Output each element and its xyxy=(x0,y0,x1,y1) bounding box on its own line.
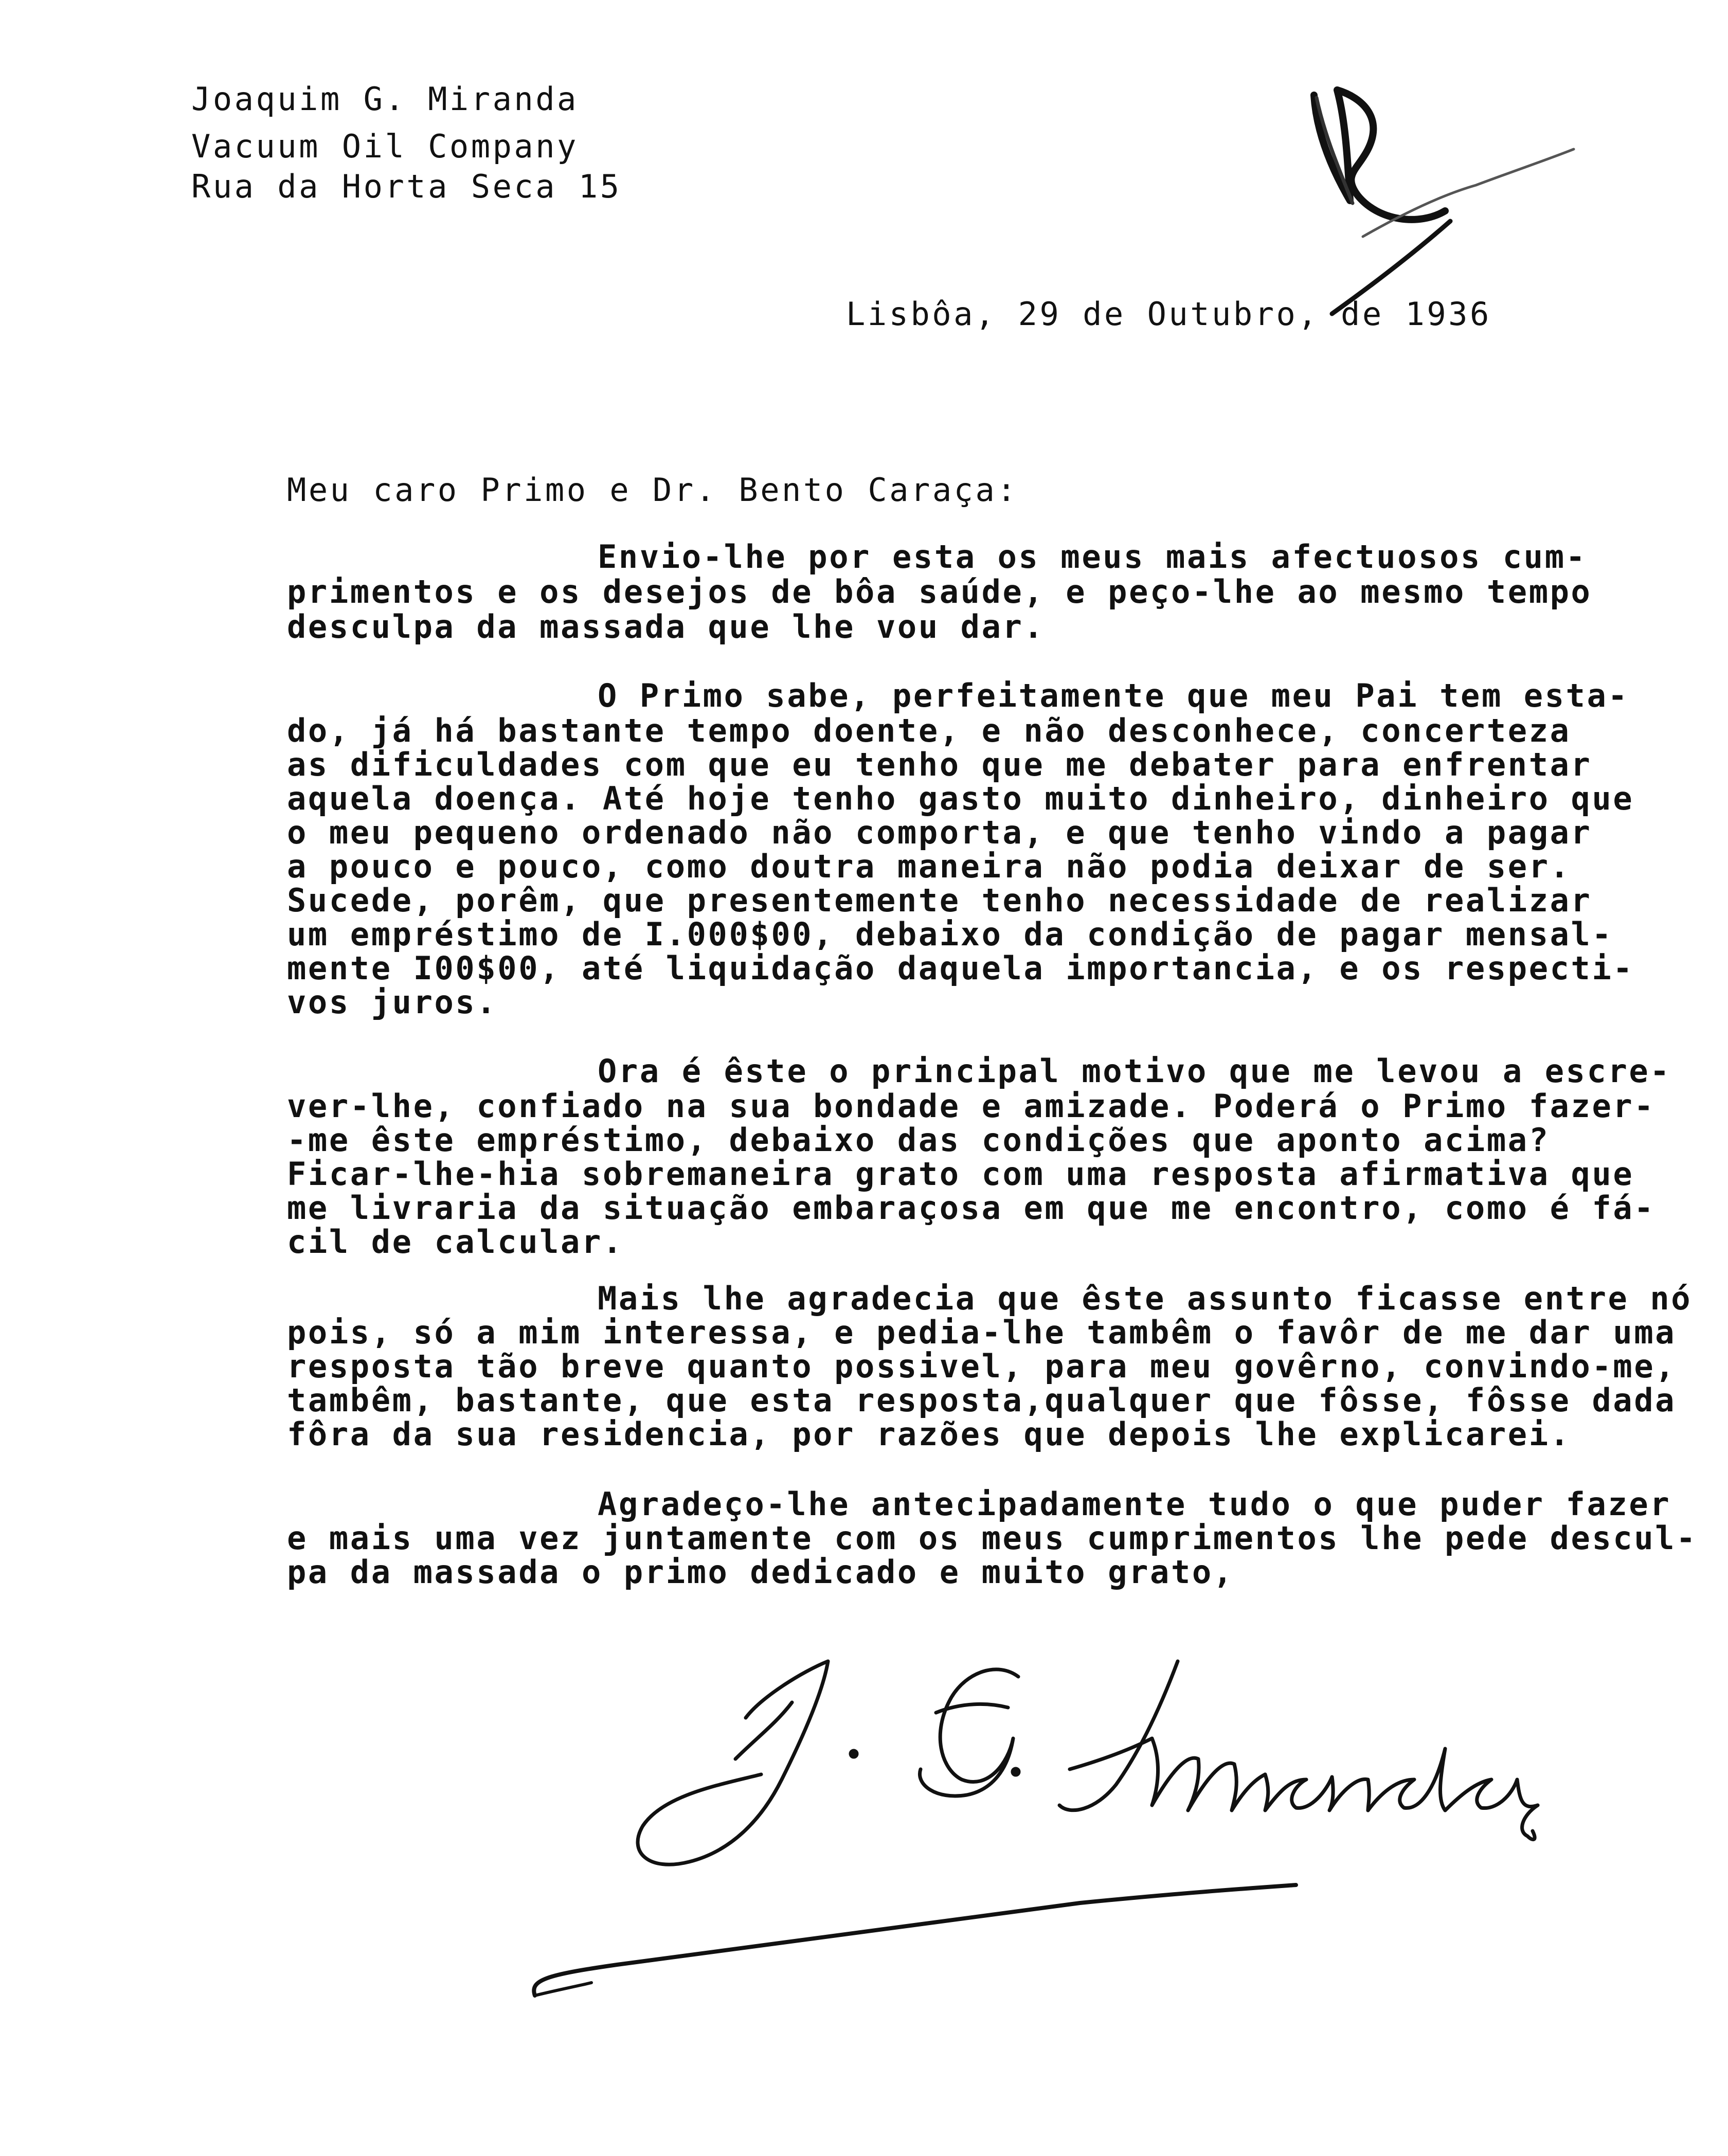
paragraph-line: aquela doença. Até hoje tenho gasto muito dinheiro, dinheiro que xyxy=(287,780,1634,817)
paragraph-line: Envio-lhe por esta os meus mais afectuosos cum- xyxy=(598,538,1587,576)
paragraph-line: Agradeço-lhe antecipadamente tudo o que puder fazer xyxy=(598,1485,1671,1523)
paragraph-line: pois, só a mim interessa, e pedia-lhe tambêm o favôr de me dar uma xyxy=(287,1314,1677,1351)
paragraph-line: primentos e os desejos de bôa saúde, e peço-lhe ao mesmo tempo xyxy=(287,573,1592,610)
paragraph-line: ver-lhe, confiado na sua bondade e amizade. Poderá o Primo fazer- xyxy=(287,1087,1655,1125)
paragraph-line: -me êste empréstimo, debaixo das condições que aponto acima? xyxy=(287,1121,1550,1159)
sender-address: Rua da Horta Seca 15 xyxy=(191,168,622,205)
paragraph-line: O Primo sabe, perfeitamente que meu Pai tem esta- xyxy=(598,677,1629,714)
paragraph-line: resposta tão breve quanto possivel, para meu govêrno, convindo-me, xyxy=(287,1348,1677,1385)
paragraph-line: Ora é êste o principal motivo que me levou a escre- xyxy=(598,1052,1671,1090)
paragraph-line: do, já há bastante tempo doente, e não desconhece, concerteza xyxy=(287,712,1571,749)
salutation: Meu caro Primo e Dr. Bento Caraça: xyxy=(287,471,1019,509)
paragraph-line: a pouco e pouco, como doutra maneira não podia deixar de ser. xyxy=(287,848,1571,885)
paragraph-line: tambêm, bastante, que esta resposta,qualquer que fôsse, fôsse dada xyxy=(287,1381,1677,1419)
paragraph-line: vos juros. xyxy=(287,983,498,1021)
paragraph-line: Sucede, porêm, que presentemente tenho necessidade de realizar xyxy=(287,882,1592,919)
paragraph-line: Ficar-lhe-hia sobremaneira grato com uma resposta afirmativa que xyxy=(287,1155,1634,1193)
paragraph-line: fôra da sua residencia, por razões que depois lhe explicarei. xyxy=(287,1415,1571,1453)
paragraph-line: mente I00$00, até liquidação daquela importancia, e os respecti- xyxy=(287,949,1634,987)
paragraph-line: me livraria da situação embaraçosa em que me encontro, como é fá- xyxy=(287,1189,1655,1227)
paragraph-line: as dificuldades com que eu tenho que me debater para enfrentar xyxy=(287,746,1592,783)
paragraph-line: o meu pequeno ordenado não comporta, e que tenho vindo a pagar xyxy=(287,814,1592,851)
paragraph-line: cil de calcular. xyxy=(287,1223,624,1261)
paragraph-line: Mais lhe agradecia que êste assunto ficasse entre nó xyxy=(598,1280,1693,1317)
paragraph-line: desculpa da massada que lhe vou dar. xyxy=(287,608,1045,645)
sender-company: Vacuum Oil Company xyxy=(191,128,579,165)
sender-name: Joaquim G. Miranda xyxy=(191,80,579,118)
paragraph-line: pa da massada o primo dedicado e muito grato, xyxy=(287,1553,1234,1591)
date-line: Lisbôa, 29 de Outubro, de 1936 xyxy=(846,295,1491,333)
paragraph-line: um empréstimo de I.000$00, debaixo da condição de pagar mensal- xyxy=(287,915,1613,953)
paragraph-line: e mais uma vez juntamente com os meus cumprimentos lhe pede descul- xyxy=(287,1519,1698,1557)
